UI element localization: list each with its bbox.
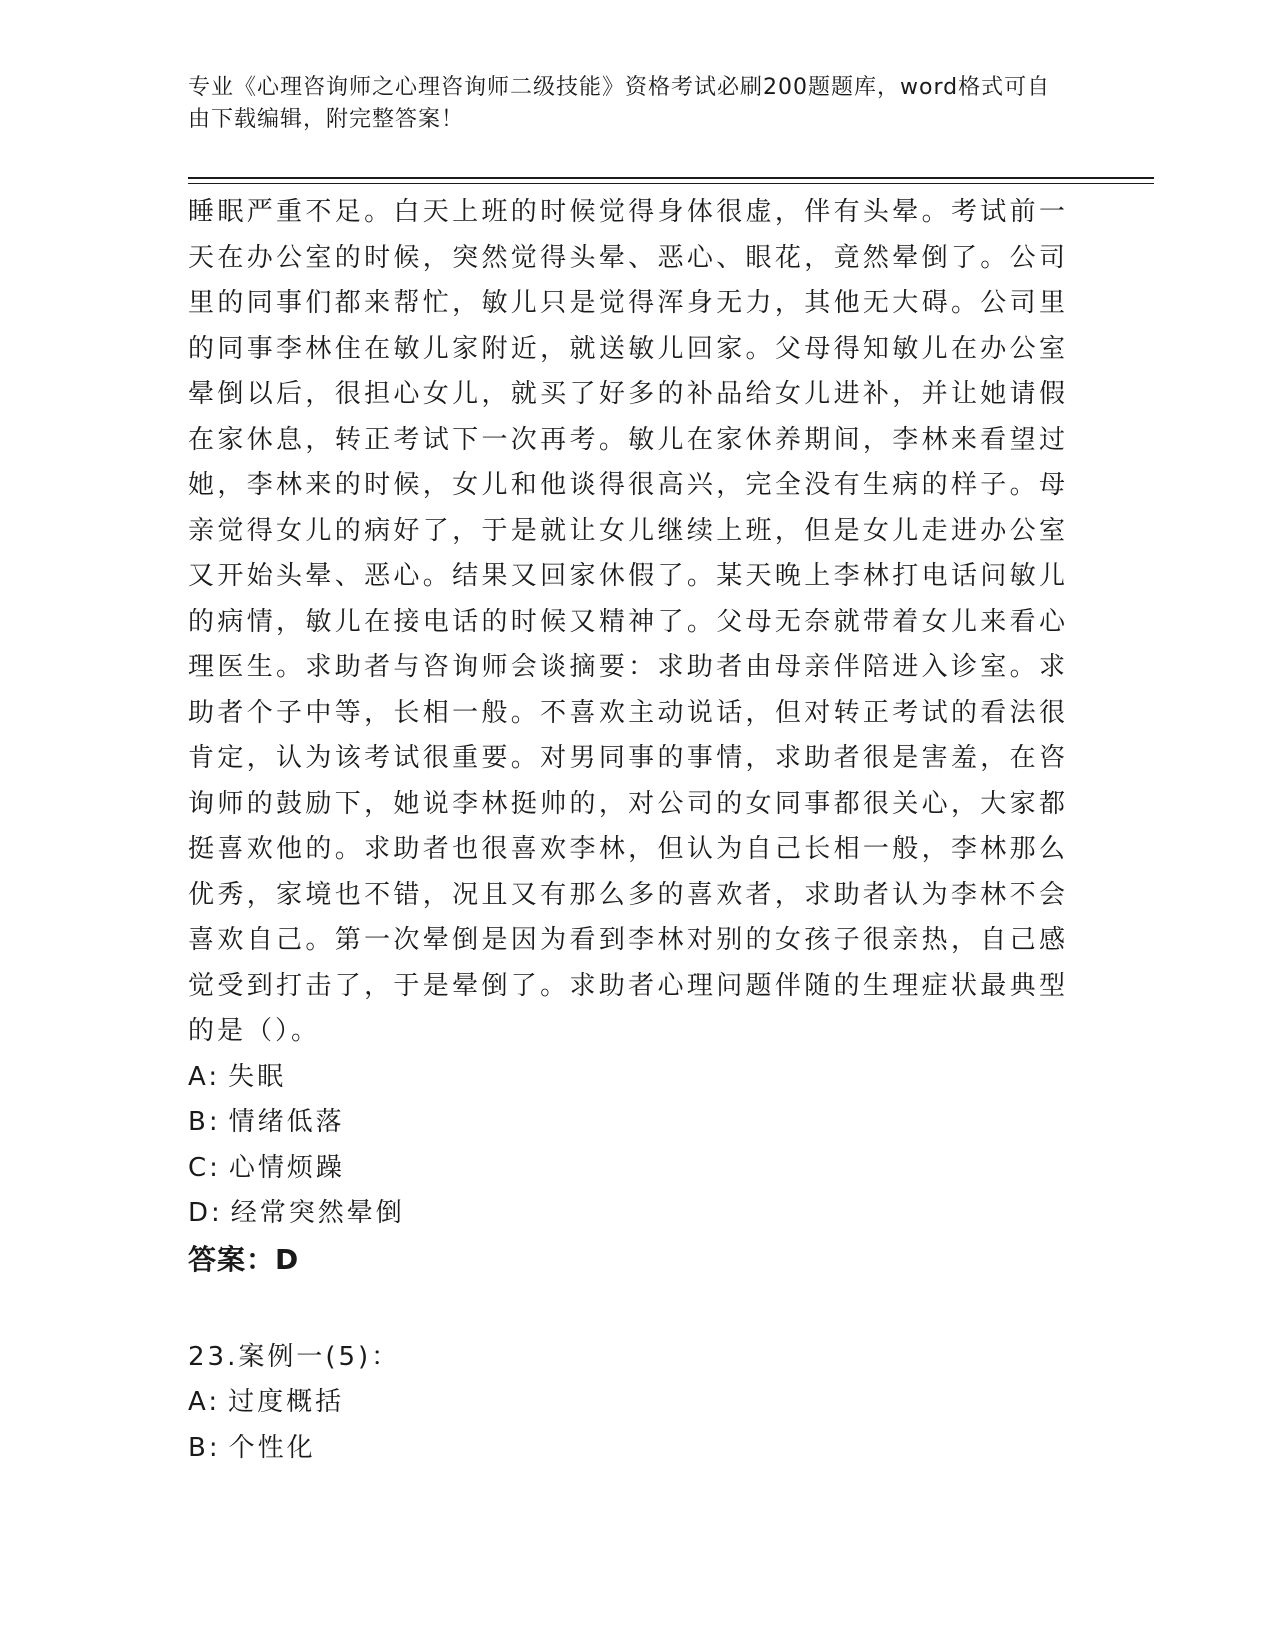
question-23 [188, 1335, 1068, 1472]
option-a [188, 1055, 1068, 1101]
option-text: 个性化 [228, 1432, 316, 1463]
option-text: 情绪低落 [228, 1107, 345, 1137]
header-rule-thick [188, 177, 1154, 179]
option-c [188, 1146, 1068, 1192]
header-title: 专业《心理咨询师之心理咨询师二级技能》资格考试必刷200题题库，word格式可自由下载编辑，附完整答案！ [188, 75, 1051, 132]
question-22 [188, 190, 1068, 1283]
option-letter: A: [188, 1387, 221, 1417]
option-text: 心情烦躁 [228, 1152, 345, 1183]
answer-line: 答案：D [188, 1242, 300, 1276]
option-list [188, 1055, 1068, 1237]
question-title: 23.案例一(5)： [188, 1341, 401, 1372]
option-letter: B: [188, 1432, 221, 1463]
question-text: 睡眠严重不足。白天上班的时候觉得身体很虚，伴有头晕。考试前一天在办公室的时候，突然觉得头晕、恶心、眼花，竟然晕倒了。公司里的同事们都来帮忙，敏儿只是觉得浑身无力，其他无大碍。公司里的同事李林住在敏儿家附近，就送敏儿回家。父母得知敏儿在办公室晕倒以后，很担心女儿，就买了好多的补品给女儿进补，并让她请假在家休息，转正考试下一次再考。敏儿在家休养期间，李林来看望过她，李林来的时候，女儿和他谈得很高兴，完全没有生病的样子。母亲觉得女儿的病好了，于是就让女儿继续上班，但是女儿走进办公室又开始头晕、恶心。结果又回家休假了。某天晚上李林打电话问敏儿的病情，敏儿在接电话的时候又精神了。父母无奈就带着女儿来看心理医生。求助者与咨询师会谈摘要：求助者由母亲伴陪进入诊室。求助者个子中等，长相一般。不喜欢主动说话，但对转正考试的看法很肯定，认为该考试很重要。对男同事的事情，求助者很是害羞，在咨询师的鼓励下，她说李林挺帅的，对公司的女同事都很关心，大家都挺喜欢他的。求助者也很喜欢李林，但认为自己长相一般，李林那么优秀，家境也不错，况且又有那么多的喜欢者，求助者认为李林不会喜欢自己。第一次晕倒是因为看到李林对别的女孩子很亲热，自己感觉受到打击了，于是晕倒了。求助者心理问题伴随的生理症状最典型的是（）。 [188, 197, 1068, 1046]
header-rule-thin [188, 183, 1154, 184]
option-b [188, 1100, 1068, 1146]
option-letter: C: [188, 1152, 221, 1183]
option-b [188, 1426, 1068, 1472]
option-d [188, 1191, 1068, 1237]
document-header [188, 72, 1068, 136]
option-a [188, 1380, 1068, 1426]
option-letter: D: [188, 1198, 223, 1228]
document-body [188, 190, 1068, 1471]
option-text: 失眠 [228, 1061, 287, 1092]
option-letter: B: [188, 1107, 221, 1137]
option-letter: A: [188, 1061, 221, 1092]
option-text: 过度概括 [228, 1387, 345, 1417]
option-text: 经常突然晕倒 [230, 1198, 405, 1228]
option-list [188, 1380, 1068, 1471]
